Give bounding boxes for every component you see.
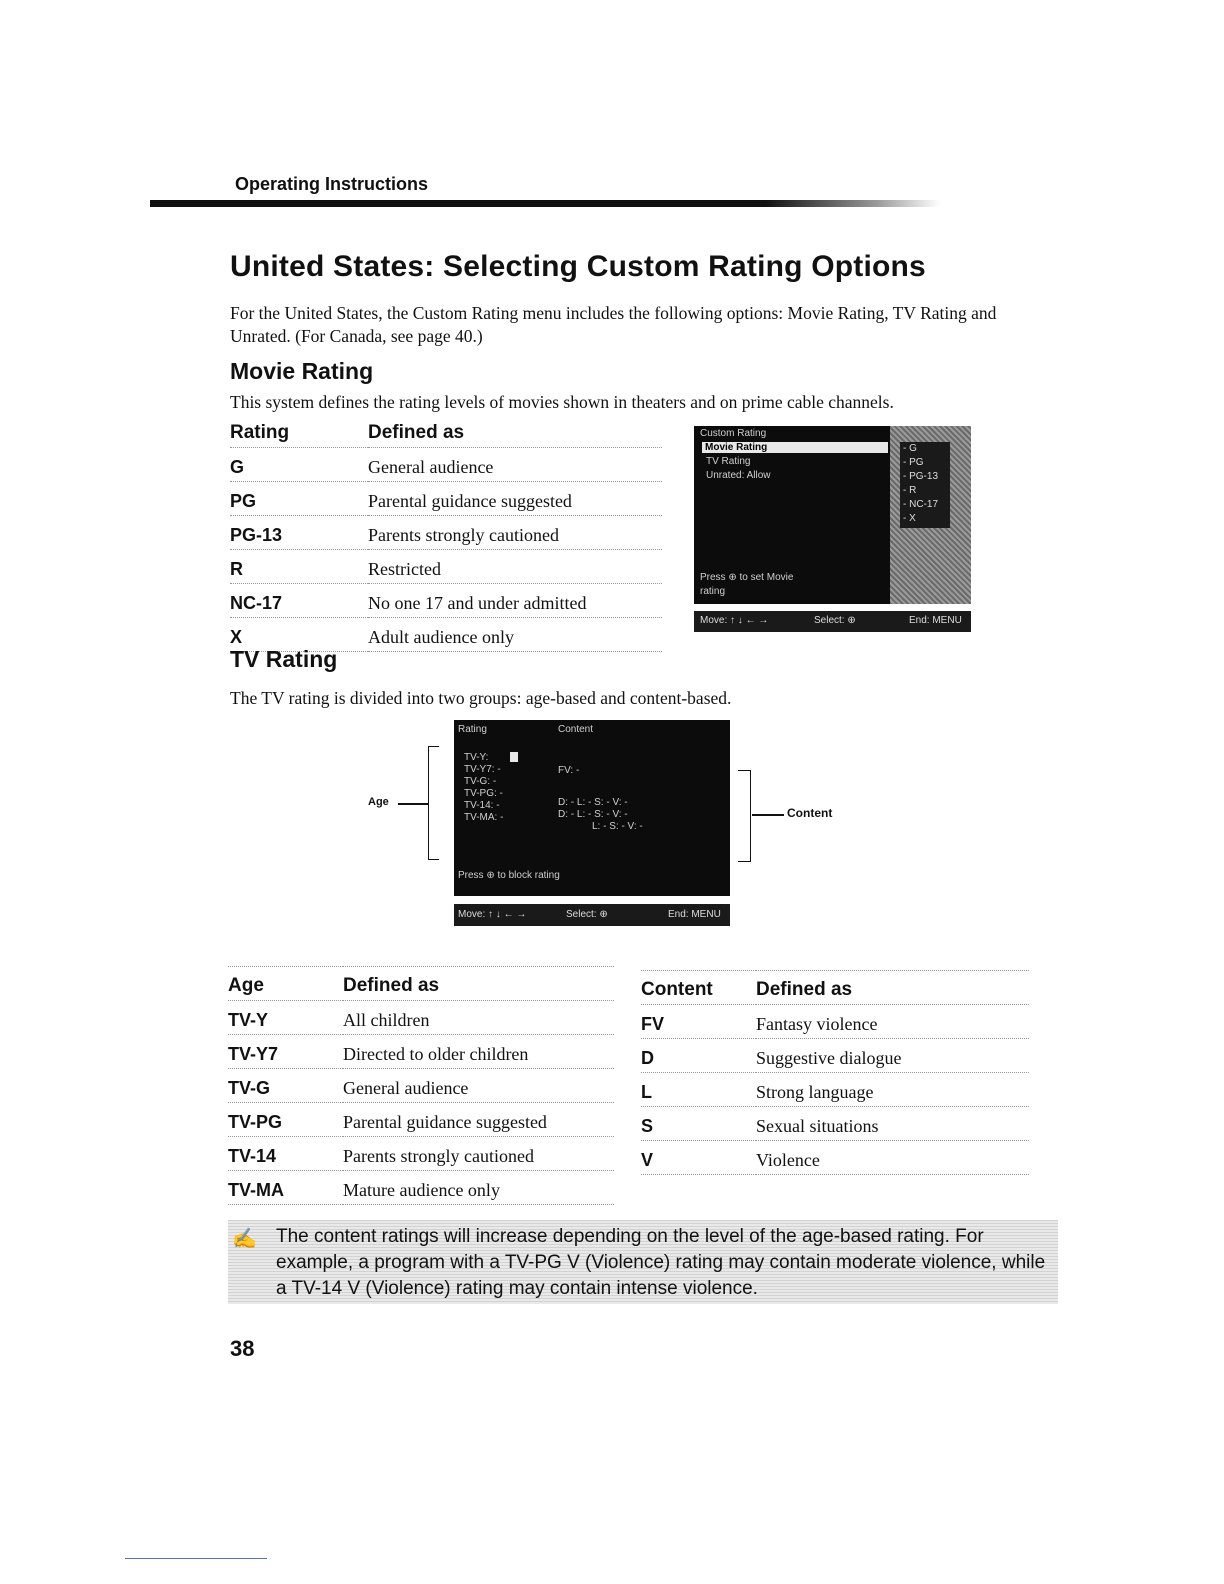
age-definition: General audience (343, 1069, 614, 1103)
col-header-defined: Defined as (756, 971, 1029, 1005)
movie-screen-nav-bar (694, 611, 971, 632)
content-definition: Violence (756, 1141, 1029, 1175)
option-pg: - PG (903, 457, 924, 468)
press-hint-cont: rating (700, 586, 726, 597)
content-definition: Fantasy violence (756, 1005, 1029, 1039)
content-code: L (641, 1073, 756, 1107)
age-definition: Parents strongly cautioned (343, 1137, 614, 1171)
screen-age-tvg: TV-G: - (464, 776, 497, 787)
movie-rating-table (230, 414, 662, 652)
rating-code: G (230, 448, 368, 482)
rating-code: PG (230, 482, 368, 516)
rating-code: PG-13 (230, 516, 368, 550)
screen-col-rating: Rating (458, 724, 487, 735)
age-definition: Mature audience only (343, 1171, 614, 1205)
rating-definition: No one 17 and under admitted (368, 584, 662, 618)
age-definition: Parental guidance suggested (343, 1103, 614, 1137)
table-row (641, 1107, 1029, 1141)
table-row (230, 516, 662, 550)
content-code: FV (641, 1005, 756, 1039)
screen-content-pg: D: - L: - S: - V: - (558, 797, 628, 808)
table-row (228, 1069, 614, 1103)
rating-definition: Adult audience only (368, 618, 662, 652)
nav-end: End: MENU (668, 909, 721, 920)
table-row (228, 1103, 614, 1137)
tv-screen-nav-bar (454, 904, 730, 926)
age-code: TV-Y (228, 1001, 343, 1035)
table-row (230, 550, 662, 584)
table-row (230, 482, 662, 516)
content-label: Content (787, 806, 833, 820)
table-row (228, 1171, 614, 1205)
page-number: 38 (230, 1336, 255, 1361)
age-code: TV-G (228, 1069, 343, 1103)
nav-select: Select: ⊕ (814, 615, 856, 626)
section-header: Operating Instructions (235, 174, 429, 194)
table-row (228, 1035, 614, 1069)
movie-rating-heading: Movie Rating (230, 358, 374, 384)
option-nc17: - NC-17 (903, 499, 939, 510)
screen-age-tv14: TV-14: - (464, 800, 500, 811)
screen-age-tvpg: TV-PG: - (464, 788, 503, 799)
age-rating-table (228, 966, 614, 1205)
table-row (641, 1073, 1029, 1107)
screen-content-ma: L: - S: - V: - (592, 821, 643, 832)
option-pg13: - PG-13 (903, 471, 939, 482)
col-header-defined: Defined as (368, 414, 662, 448)
rating-definition: Restricted (368, 550, 662, 584)
rating-definition: Parents strongly cautioned (368, 516, 662, 550)
content-rating-table (641, 970, 1029, 1175)
table-header-row (230, 414, 662, 448)
content-code: S (641, 1107, 756, 1141)
rating-code: R (230, 550, 368, 584)
age-definition: Directed to older children (343, 1035, 614, 1069)
content-leader-line (752, 814, 784, 816)
table-row (230, 584, 662, 618)
col-header-defined: Defined as (343, 967, 614, 1001)
table-row (641, 1039, 1029, 1073)
age-bracket (428, 746, 439, 860)
screen-title: Custom Rating (700, 428, 767, 439)
header-rule (150, 200, 940, 207)
screen-content-fv: FV: - (558, 765, 580, 776)
content-bracket (738, 770, 751, 862)
screen-age-tvy7: TV-Y7: - (464, 764, 501, 775)
screen-col-content: Content (558, 724, 594, 735)
screen-content-14: D: - L: - S: - V: - (558, 809, 628, 820)
col-header-rating: Rating (230, 414, 368, 448)
table-row (230, 448, 662, 482)
option-g: - G (903, 443, 917, 454)
col-header-content: Content (641, 971, 756, 1005)
rating-code: X (230, 618, 368, 652)
option-r: - R (903, 485, 917, 496)
age-code: TV-14 (228, 1137, 343, 1171)
option-x: - X (903, 513, 916, 524)
content-code: D (641, 1039, 756, 1073)
table-header-row (641, 971, 1029, 1005)
rating-definition: Parental guidance suggested (368, 482, 662, 516)
screen-age-tvy: TV-Y: (464, 752, 489, 763)
page-title: United States: Selecting Custom Rating Options (230, 250, 926, 283)
nav-select: Select: ⊕ (566, 909, 608, 920)
tv-rating-description: The TV rating is divided into two groups: age-based and content-based. (230, 688, 732, 708)
content-definition: Suggestive dialogue (756, 1039, 1029, 1073)
content-definition: Sexual situations (756, 1107, 1029, 1141)
menu-item-unrated: Unrated: Allow (706, 470, 771, 481)
rating-options-list (900, 442, 950, 528)
footer-rule (125, 1558, 267, 1559)
age-leader-line (398, 803, 428, 805)
table-header-row (228, 967, 614, 1001)
note-text: The content ratings will increase depending on the level of the age-based rating. For example, a program with a TV-PG V (Violence) rating may contain moderate violence, while a TV-14 V (Violence) rating may contain intense violence. (276, 1226, 1046, 1299)
tv-rating-heading: TV Rating (230, 646, 338, 672)
nav-end: End: MENU (909, 615, 962, 626)
movie-rating-screen (694, 426, 971, 604)
nav-move: Move: ↑ ↓ ← → (458, 909, 527, 920)
table-row (641, 1005, 1029, 1039)
table-row (228, 1137, 614, 1171)
selection-cursor (510, 752, 518, 762)
col-header-age: Age (228, 967, 343, 1001)
pencil-note-icon: ✍ (232, 1228, 257, 1250)
menu-item-tv-rating: TV Rating (706, 456, 751, 467)
content-code: V (641, 1141, 756, 1175)
screen-age-list (464, 752, 503, 824)
intro-paragraph: For the United States, the Custom Rating menu includes the following options: Movie Rating, TV Rating and Unrated. (For Canada, see page 40.) (230, 303, 997, 346)
movie-rating-description: This system defines the rating levels of movies shown in theaters and on prime cable channels. (230, 392, 894, 412)
press-hint: Press ⊕ to set Movie (700, 572, 794, 583)
age-label: Age (368, 796, 389, 808)
age-code: TV-PG (228, 1103, 343, 1137)
screen-age-tvma: TV-MA: - (464, 812, 504, 823)
tv-rating-screen (454, 720, 730, 896)
press-hint: Press ⊕ to block rating (458, 870, 560, 881)
age-code: TV-MA (228, 1171, 343, 1205)
rating-definition: General audience (368, 448, 662, 482)
table-row (641, 1141, 1029, 1175)
nav-move: Move: ↑ ↓ ← → (700, 615, 769, 626)
age-definition: All children (343, 1001, 614, 1035)
menu-item-movie-rating: Movie Rating (702, 442, 888, 453)
content-definition: Strong language (756, 1073, 1029, 1107)
table-row (228, 1001, 614, 1035)
rating-code: NC-17 (230, 584, 368, 618)
age-code: TV-Y7 (228, 1035, 343, 1069)
